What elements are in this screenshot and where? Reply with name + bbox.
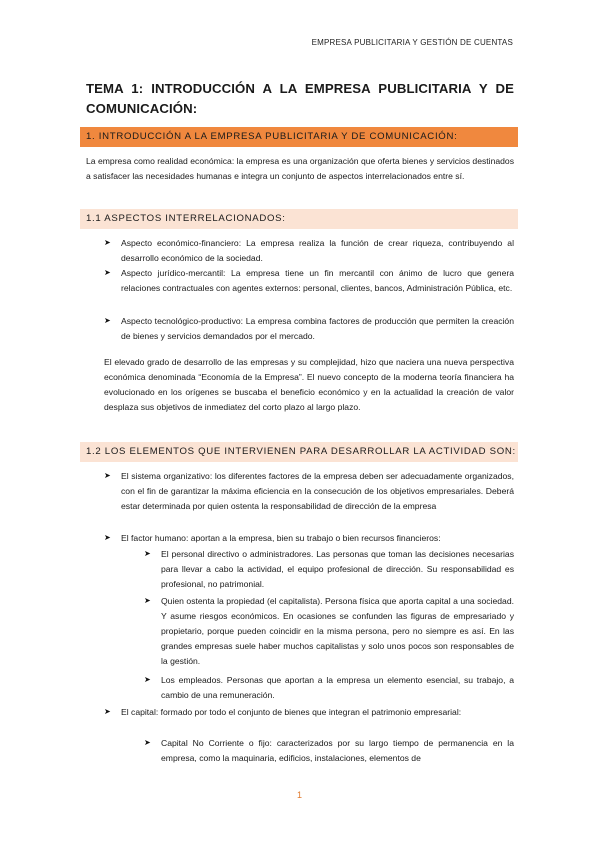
- list-item: ➤ Los empleados. Personas que aportan a la empresa un elemento esencial, su trabajo, a cambio de una remuneración.: [144, 675, 514, 700]
- list-item: ➤ El sistema organizativo: los diferentes factores de la empresa deben ser adecuadamente organizados, con el fin de garantizar la máxima eficiencia en la consecución de los objetivos empresariales. Deberá estar determinada por quien ostenta la responsabilidad de dirección de la empresa: [104, 471, 514, 511]
- arrowhead-bullet-icon: ➤: [104, 238, 111, 247]
- arrowhead-bullet-icon: ➤: [144, 549, 151, 558]
- arrowhead-bullet-icon: ➤: [104, 316, 111, 325]
- list-item: ➤ Aspecto económico-financiero: La empresa realiza la función de crear riqueza, contribuyendo al desarrollo económico de la sociedad.: [104, 238, 514, 263]
- arrowhead-bullet-icon: ➤: [144, 596, 151, 605]
- list-item: ➤ Aspecto tecnológico-productivo: La empresa combina factores de producción que permiten la creación de bienes y servicios demandados por el mercado.: [104, 316, 514, 341]
- list-item: ➤ Aspecto jurídico-mercantil: La empresa tiene un fin mercantil con ánimo de lucro que genera relaciones contractuales con agentes externos: personal, clientes, bancos, Administración Pública, etc.: [104, 268, 514, 293]
- page-number: 1: [296, 790, 302, 800]
- list-item: ➤ El personal directivo o administradores. Las personas que toman las decisiones necesarias para llevar a cabo la actividad, el equipo profesional de dirección. Su responsabilidad es profesional, no patrimonial.: [144, 549, 514, 589]
- list-item: ➤ Capital No Corriente o fijo: caracterizados por su largo tiempo de permanencia en la empresa, como la maquinaria, edificios, instalaciones, elementos de: [144, 738, 514, 763]
- arrowhead-bullet-icon: ➤: [144, 675, 151, 684]
- section-heading-1-2: 1.2 LOS ELEMENTOS QUE INTERVIENEN PARA DESARROLLAR LA ACTIVIDAD SON:: [80, 442, 518, 462]
- running-header: EMPRESA PUBLICITARIA Y GESTIÓN DE CUENTAS: [311, 38, 513, 47]
- section-heading-1-1: 1.1 ASPECTOS INTERRELACIONADOS:: [80, 209, 518, 229]
- arrowhead-bullet-icon: ➤: [104, 471, 111, 480]
- document-title: TEMA 1: INTRODUCCIÓN A LA EMPRESA PUBLICITARIA Y DE COMUNICACIÓN:: [86, 81, 514, 116]
- list-item: ➤ El factor humano: aportan a la empresa, bien su trabajo o bien recursos financieros:: [121, 531, 514, 546]
- arrowhead-bullet-icon: ➤: [104, 533, 111, 542]
- list-item: ➤ El capital: formado por todo el conjunto de bienes que integran el patrimonio empresarial:: [121, 705, 514, 720]
- section-1-1-paragraph: El elevado grado de desarrollo de las empresas y su complejidad, hizo que naciera una nueva perspectiva económica denominada “Economía de la Empresa”. El nuevo concepto de la moderna teoría financiera ha evolucionado en los orígenes se buscaba el beneficio económico y en la actualidad la creación de valor desplaza sus objetivos de inmediatez del corto plazo al largo plazo.: [104, 357, 514, 412]
- arrowhead-bullet-icon: ➤: [144, 738, 151, 747]
- arrowhead-bullet-icon: ➤: [104, 268, 111, 277]
- arrowhead-bullet-icon: ➤: [104, 707, 111, 716]
- section-1-paragraph: La empresa como realidad económica: la empresa es una organización que oferta bienes y servicios destinados a satisfacer las necesidades humanas e integra un conjunto de aspectos interrelacionados entre sí.: [86, 156, 514, 181]
- list-item: ➤ Quien ostenta la propiedad (el capitalista). Persona física que aporta capital a una sociedad. Y asume riesgos económicos. En ocasiones se confunden las figuras de empresariado y propietario, porque pueden coincidir en la misma persona, pero no siempre es así. En las grandes empresas suele haber muchos capitalistas y solo unos pocos son responsables de la gestión.: [144, 596, 514, 666]
- section-heading-1: 1. INTRODUCCIÓN A LA EMPRESA PUBLICITARIA Y DE COMUNICACIÓN:: [80, 127, 518, 147]
